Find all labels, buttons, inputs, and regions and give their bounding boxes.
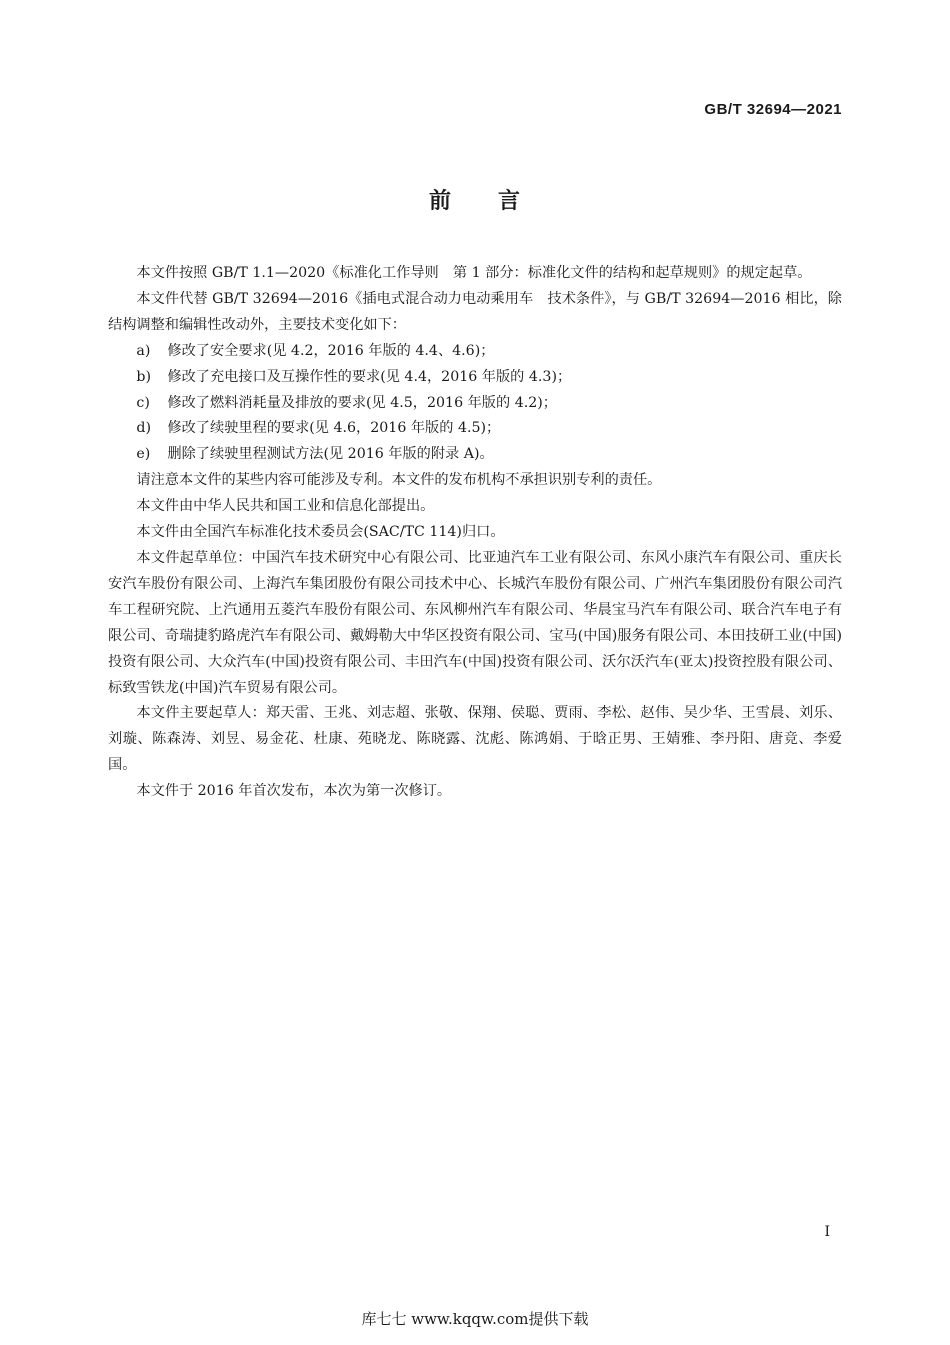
download-footer: 库七七 www.kqqw.com提供下载 [361, 1310, 589, 1328]
list-text: 修改了充电接口及互操作性的要求(见 4.4，2016 年版的 4.3)； [167, 368, 572, 385]
list-item [108, 391, 842, 417]
paragraph-history: 本文件于 2016 年首次发布，本次为第一次修订。 [136, 783, 452, 800]
list-marker: b) [136, 368, 152, 385]
paragraph-drafters: 本文件主要起草人：郑天雷、王兆、刘志超、张敬、保翔、侯聪、贾雨、李松、赵伟、吴少华、王雪晨、刘乐、刘璇、陈森涛、刘昱、易金花、杜康、苑晓龙、陈晓露、沈彪、陈鸿娟、于晗正男、王婧雅、李丹阳、唐竞、李爱国。 [108, 705, 842, 774]
list-item [108, 416, 842, 442]
paragraph-proposer: 本文件由中华人民共和国工业和信息化部提出。 [136, 498, 435, 515]
title-char-2: 言 [498, 189, 522, 214]
foreword-body [108, 261, 842, 805]
title-char-1: 前 [428, 189, 452, 214]
list-text: 修改了燃料消耗量及排放的要求(见 4.5，2016 年版的 4.2)； [167, 394, 557, 411]
standard-code: GB/T 32694—2021 [704, 101, 842, 118]
paragraph-committee: 本文件由全国汽车标准化技术委员会(SAC/TC 114)归口。 [136, 524, 505, 541]
page-title [0, 184, 950, 215]
list-text: 修改了安全要求(见 4.2，2016 年版的 4.4、4.6)； [167, 342, 495, 359]
list-marker: a) [136, 342, 151, 359]
paragraph-drafting-units: 本文件起草单位：中国汽车技术研究中心有限公司、比亚迪汽车工业有限公司、东风小康汽车有限公司、重庆长安汽车股份有限公司、上海汽车集团股份有限公司技术中心、长城汽车股份有限公司、广州汽车集团股份有限公司汽车工程研究院、上汽通用五菱汽车股份有限公司、东风柳州汽车有限公司、华晨宝马汽车有限公司、联合汽车电子有限公司、奇瑞捷豹路虎汽车有限公司、戴姆勒大中华区投资有限公司、宝马(中国)服务有限公司、本田技研工业(中国)投资有限公司、大众汽车(中国)投资有限公司、丰田汽车(中国)投资有限公司、沃尔沃汽车(亚太)投资控股有限公司、标致雪铁龙(中国)汽车贸易有限公司。 [108, 549, 842, 696]
list-marker: e) [136, 446, 151, 463]
list-marker: d) [136, 420, 152, 437]
page-number: I [824, 1224, 830, 1240]
list-item [108, 442, 842, 468]
paragraph-replacement: 本文件代替 GB/T 32694—2016《插电式混合动力电动乘用车 技术条件》，与 GB/T 32694—2016 相比，除结构调整和编辑性改动外，主要技术变化如下： [108, 290, 842, 333]
list-text: 删除了续驶里程测试方法(见 2016 年版的附录 A)。 [167, 446, 494, 463]
list-text: 修改了续驶里程的要求(见 4.6，2016 年版的 4.5)； [167, 420, 501, 437]
list-item [108, 339, 842, 365]
list-marker: c) [136, 394, 150, 411]
paragraph-patent-notice: 请注意本文件的某些内容可能涉及专利。本文件的发布机构不承担识别专利的责任。 [136, 472, 662, 489]
paragraph-drafting-basis: 本文件按照 GB/T 1.1—2020《标准化工作导则 第 1 部分：标准化文件的结构和起草规则》的规定起草。 [136, 265, 812, 281]
list-item [108, 365, 842, 391]
